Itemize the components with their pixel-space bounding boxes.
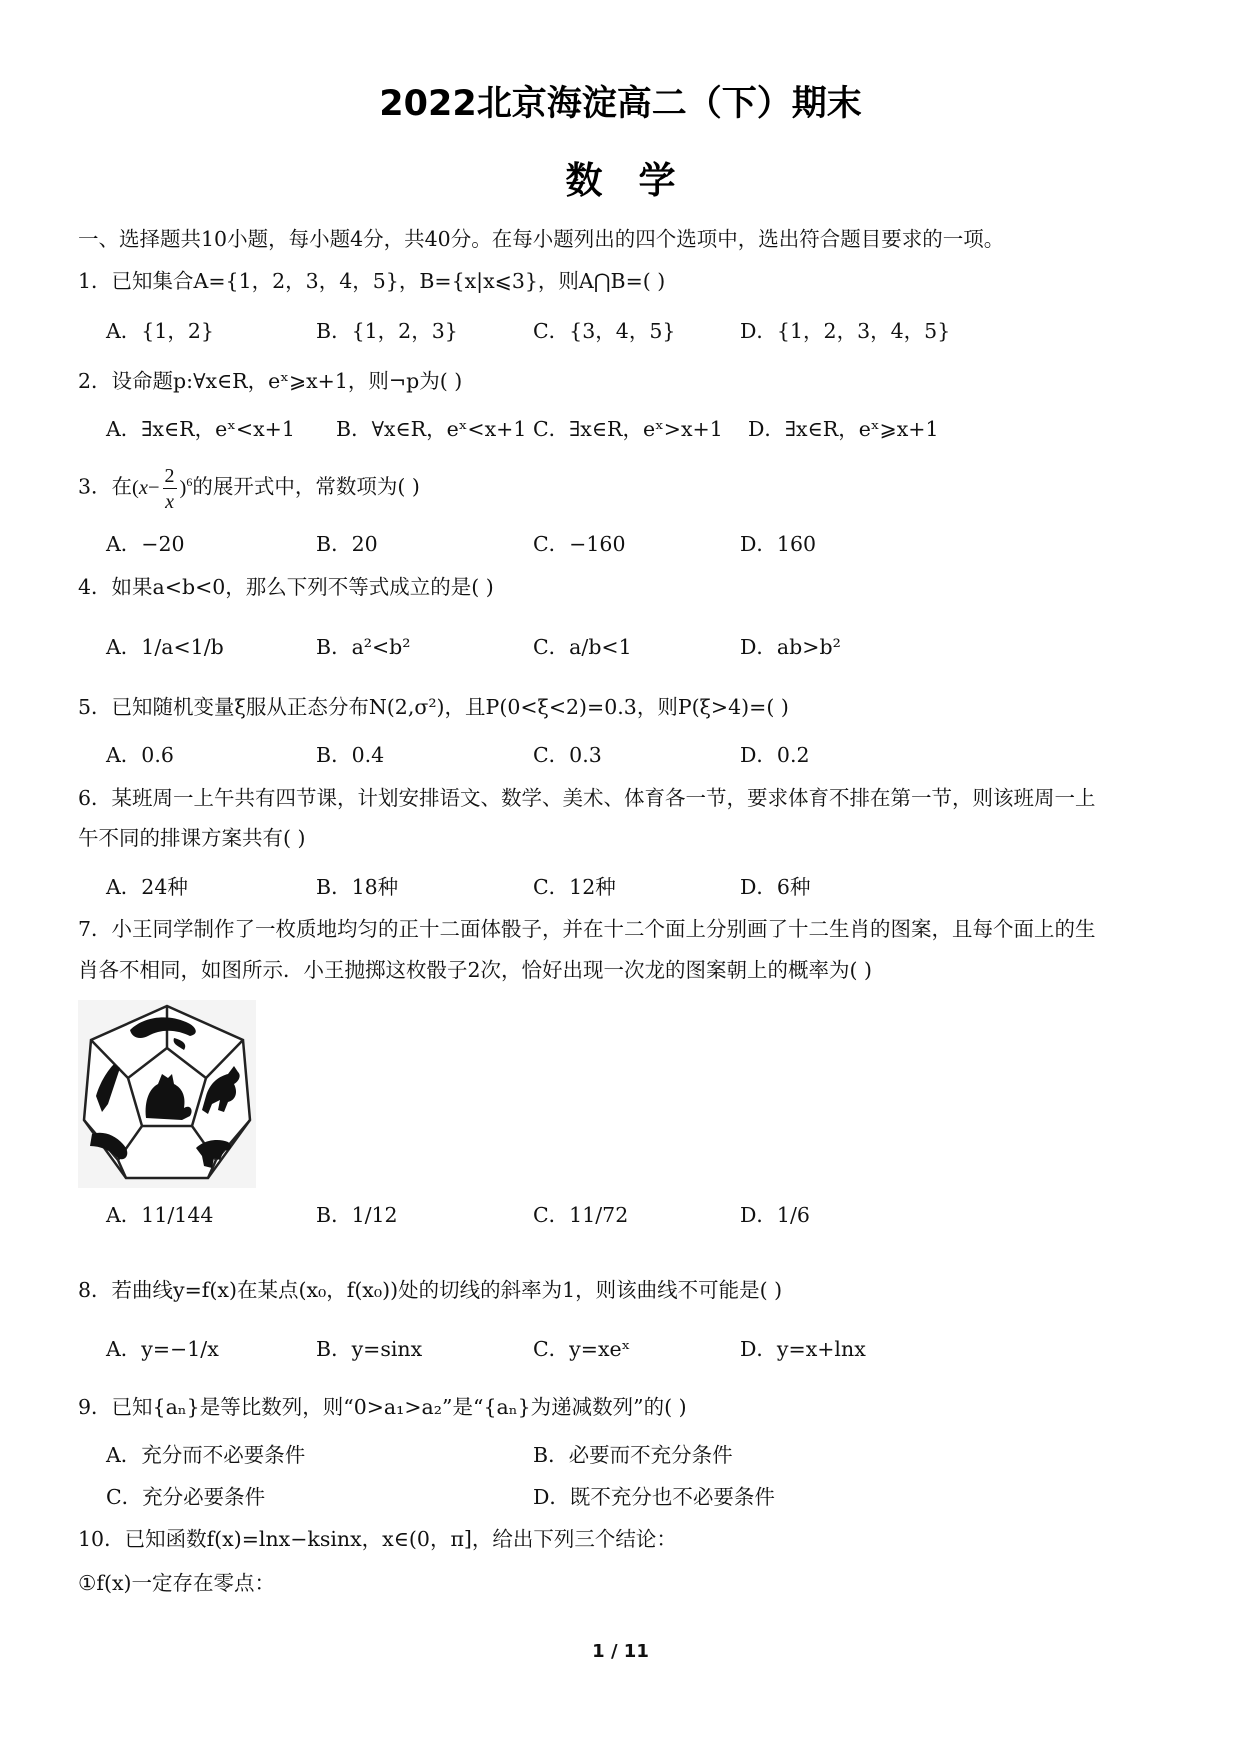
q3-option-b: B．20 <box>316 532 378 556</box>
q2-option-b: B．∀x∈R，eˣ<x+1 <box>336 417 527 441</box>
section-heading: 一、选择题共10小题，每小题4分，共40分。在每小题列出的四个选项中，选出符合题目要求的一项。 <box>78 227 1005 251</box>
question-number: 9． <box>78 1395 112 1419</box>
q2-option-a: A．∃x∈R，eˣ<x+1 <box>106 417 295 441</box>
q4-option-c: C．a/b<1 <box>533 635 632 659</box>
question-number: 7． <box>78 917 112 941</box>
q4-option-b: B．a²<b² <box>316 635 411 659</box>
q8-option-c: C．y=xeˣ <box>533 1337 631 1361</box>
q7-option-c: C．11/72 <box>533 1203 629 1227</box>
question-10-item-1: ①f(x)一定存在零点： <box>78 1571 276 1595</box>
q1-option-b: B．{1，2，3} <box>316 319 458 343</box>
question-3 <box>78 466 420 512</box>
question-text: 已知函数f(x)=lnx−ksinx，x∈(0，π]，给出下列三个结论： <box>124 1527 677 1551</box>
q7-option-b: B．1/12 <box>316 1203 398 1227</box>
question-text: 若曲线y=f(x)在某点(x₀，f(x₀))处的切线的斜率为1，则该曲线不可能是( ) <box>111 1278 783 1302</box>
question-5 <box>78 692 789 722</box>
q6-option-b: B．18种 <box>316 875 399 899</box>
question-number: 2． <box>78 369 112 393</box>
q9-option-d: D．既不充分也不必要条件 <box>533 1485 775 1509</box>
q5-option-c: C．0.3 <box>533 743 602 767</box>
q1-option-d: D．{1，2，3，4，5} <box>740 319 951 343</box>
question-text: 已知随机变量ξ服从正态分布N(2,σ²)，且P(0<ξ<2)=0.3，则P(ξ>4)=( ) <box>111 695 789 719</box>
question-text-pre: 在 <box>111 474 133 499</box>
question-7 <box>78 914 1096 944</box>
binomial-expression: (x− $\frac{2}{x}$ )$^6$ <box>132 465 193 513</box>
q5-option-b: B．0.4 <box>316 743 385 767</box>
question-7-line-2: 肖各不相同，如图所示．小王抛掷这枚骰子2次，恰好出现一次龙的图案朝上的概率为( ) <box>78 958 873 982</box>
question-text: 设命题p:∀x∈R，eˣ⩾x+1，则¬p为( ) <box>111 369 463 393</box>
question-text: 如果a<b<0，那么下列不等式成立的是( ) <box>111 575 494 599</box>
question-4 <box>78 572 494 602</box>
q5-option-a: A．0.6 <box>106 743 174 767</box>
q5-option-d: D．0.2 <box>740 743 810 767</box>
page-number: 1 / 11 <box>592 1641 649 1662</box>
question-number: 10． <box>78 1527 125 1551</box>
q9-option-a: A．充分而不必要条件 <box>106 1443 306 1467</box>
question-text: 已知{aₙ}是等比数列，则“0>a₁>a₂”是“{aₙ}为递减数列”的( ) <box>111 1395 687 1419</box>
q3-option-a: A．−20 <box>106 532 185 556</box>
q6-option-d: D．6种 <box>740 875 811 899</box>
question-number: 5． <box>78 695 112 719</box>
q8-option-a: A．y=−1/x <box>106 1337 219 1361</box>
q2-option-c: C．∃x∈R，eˣ>x+1 <box>533 417 723 441</box>
subject-title: 数学 <box>565 159 712 202</box>
question-1 <box>78 266 665 296</box>
question-6-line-2: 午不同的排课方案共有( ) <box>78 826 306 850</box>
question-number: 1． <box>78 269 112 293</box>
q8-option-d: D．y=x+lnx <box>740 1337 866 1361</box>
question-8 <box>78 1275 782 1305</box>
q6-option-a: A．24种 <box>106 875 188 899</box>
question-number: 3． <box>78 474 112 499</box>
dodecahedron-dice-figure <box>78 1000 256 1188</box>
question-2 <box>78 366 462 396</box>
page-title: 2022北京海淀高二（下）期末 <box>379 84 862 124</box>
q2-option-d: D．∃x∈R，eˣ⩾x+1 <box>748 417 939 441</box>
q8-option-b: B．y=sinx <box>316 1337 423 1361</box>
q1-option-c: C．{3，4，5} <box>533 319 676 343</box>
q9-option-c: C．充分必要条件 <box>106 1485 266 1509</box>
q3-option-d: D．160 <box>740 532 817 556</box>
q4-option-a: A．1/a<1/b <box>106 635 224 659</box>
question-text: 小王同学制作了一枚质地均匀的正十二面体骰子，并在十二个面上分别画了十二生肖的图案，且每个面上的生 <box>111 917 1096 941</box>
question-number: 6． <box>78 786 112 810</box>
q6-option-c: C．12种 <box>533 875 616 899</box>
question-text: 某班周一上午共有四节课，计划安排语文、数学、美术、体育各一节，要求体育不排在第一节，则该班周一上 <box>111 786 1096 810</box>
question-text: 已知集合A={1，2，3，4，5}，B={x|x⩽3}，则A⋂B=( ) <box>111 269 666 293</box>
q7-option-a: A．11/144 <box>106 1203 214 1227</box>
q1-option-a: A．{1，2} <box>106 319 214 343</box>
question-10 <box>78 1524 677 1554</box>
q7-option-d: D．1/6 <box>740 1203 810 1227</box>
question-text-post: 的展开式中，常数项为( ) <box>192 474 420 499</box>
question-9 <box>78 1392 687 1422</box>
question-number: 4． <box>78 575 112 599</box>
q4-option-d: D．ab>b² <box>740 635 841 659</box>
question-number: 8． <box>78 1278 112 1302</box>
question-6 <box>78 783 1096 813</box>
q3-option-c: C．−160 <box>533 532 626 556</box>
q9-option-b: B．必要而不充分条件 <box>533 1443 733 1467</box>
